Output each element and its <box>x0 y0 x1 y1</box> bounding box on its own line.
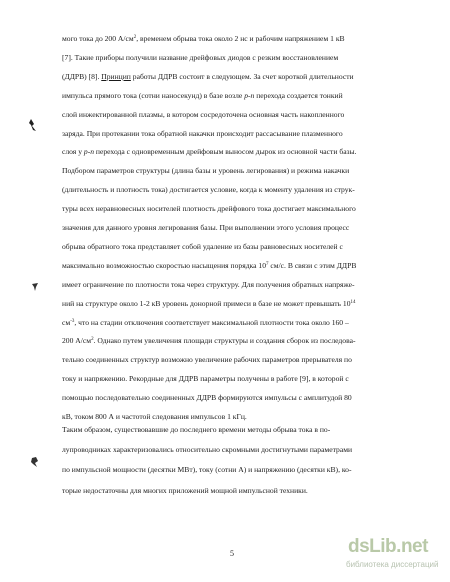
text-segment: туры всех неравновесных носителей плотность дрейфового тока достигает максимального <box>62 204 356 214</box>
text-segment: ний на структуре около 1-2 кВ уровень донорной примеси в базе не может превышать 10 <box>62 298 351 308</box>
text-segment: перехода с одновременным дрейфовым выносом дырок из основной части базы. <box>94 147 357 157</box>
text-line <box>62 261 356 271</box>
text-line <box>62 280 355 290</box>
text-segment: p-n <box>244 90 255 100</box>
text-segment: тельно соединенных структур возможно увеличение рабочих параметров прерывателя по <box>62 355 352 365</box>
text-line <box>62 425 330 435</box>
scan-mark-icon <box>30 280 40 294</box>
text-line <box>62 166 349 176</box>
text-segment: p-n <box>83 147 95 157</box>
text-line <box>62 374 349 384</box>
text-segment: Принцип <box>101 71 131 81</box>
text-line <box>62 318 349 328</box>
text-line <box>62 110 344 120</box>
text-line <box>62 53 338 63</box>
page-number: 5 <box>230 549 234 558</box>
text-line <box>62 147 357 157</box>
text-line <box>62 412 247 422</box>
text-segment: по импульсной мощности (десятки МВт), току (сотни А) и напряжению (десятки кВ), ко- <box>62 465 352 475</box>
text-line <box>62 91 343 101</box>
watermark-subtitle: библиотека диссертаций <box>346 560 439 569</box>
watermark-logo: dsLib.net <box>348 536 428 557</box>
text-line <box>62 393 352 403</box>
superscript: -3 <box>70 318 75 324</box>
text-segment: заряда. При протекании тока обратной накачки происходит рассасывание плазменного <box>62 128 343 138</box>
text-line <box>62 204 356 214</box>
text-line <box>62 486 308 496</box>
superscript: 7 <box>266 261 269 267</box>
text-segment: обрыва обратного тока представляет собой удаление из базы равновесных носителей с <box>62 241 343 251</box>
text-line <box>62 129 343 139</box>
text-segment: току и напряжению. Рекордные для ДДРВ параметры получены в работе [9], в которой с <box>62 374 349 384</box>
text-line <box>62 34 345 44</box>
superscript: 2 <box>91 337 94 343</box>
text-segment: Подбором параметров структуры (длина базы и уровень легирования) и режима накачки <box>62 166 350 176</box>
text-segment: максимально возможностью скоростью насыщения порядка 10 <box>62 260 266 270</box>
text-segment: слоя у <box>62 147 84 157</box>
text-segment: перехода создается тонкий <box>254 90 343 100</box>
scan-mark-icon <box>30 455 40 469</box>
text-segment: слой инжектированной плазмы, в котором сосредоточена основная часть накопленного <box>62 109 345 119</box>
text-segment: имеет ограничение по плотности тока через структуру. Для получения обратных напряже- <box>62 279 355 289</box>
text-segment: значения для данного уровня легирования базы. При выполнении этого условия процесс <box>62 223 350 232</box>
text-segment: Таким образом, существовавшие до последнего времени методы обрыва тока в по- <box>62 425 331 434</box>
text-line <box>62 336 355 346</box>
text-segment: (длительность и плотность тока) достигается условие, когда к моменту удаления из струк- <box>62 185 355 195</box>
text-segment: торые недостаточны для многих приложений мощной импульсной техники. <box>62 485 308 495</box>
text-segment: (ДДРВ) [8]. <box>62 71 102 81</box>
watermark <box>346 536 446 576</box>
text-segment: кВ, током 800 А и частотой следования импульсов 1 кГц. <box>62 412 247 421</box>
text-segment: [7]. Такие приборы получили название дрейфовых диодов с резким восстановлением <box>62 52 339 62</box>
scan-mark-icon <box>28 118 38 132</box>
text-segment: см <box>62 317 71 327</box>
text-segment: см/с. В связи с этим ДДРВ <box>268 260 357 270</box>
text-segment: мого тока до 200 А/см <box>62 34 134 43</box>
superscript: 2 <box>133 35 137 40</box>
text-line <box>62 465 352 475</box>
superscript: 14 <box>350 299 356 305</box>
text-segment: лупроводниках характеризовались относительно скромными достигнутыми параметрами <box>62 445 353 455</box>
text-segment: . Однако путем увеличения площади структуры и создания сборок из последова- <box>93 336 356 346</box>
text-segment: помощью последовательно соединенных ДДРВ формируются импульсы с амплитудой 80 <box>62 393 352 403</box>
text-line <box>62 299 356 309</box>
text-line <box>62 355 352 365</box>
text-segment: , что на стадии отключения соответствует максимальной плотности тока около 160 – <box>74 317 349 327</box>
text-line <box>62 242 343 252</box>
text-line <box>62 223 349 233</box>
text-line <box>62 185 355 195</box>
text-segment: 200 А/см <box>62 336 92 346</box>
text-segment: работы ДДРВ состоит в следующем. За счет короткой длительности <box>130 71 354 81</box>
text-line <box>62 72 354 82</box>
text-segment: импульса прямого тока (сотни наносекунд) в базе возле <box>62 90 245 100</box>
text-line <box>62 445 352 455</box>
text-segment: , временем обрыва тока около 2 нс и рабочим напряжением 1 кВ <box>136 34 345 43</box>
